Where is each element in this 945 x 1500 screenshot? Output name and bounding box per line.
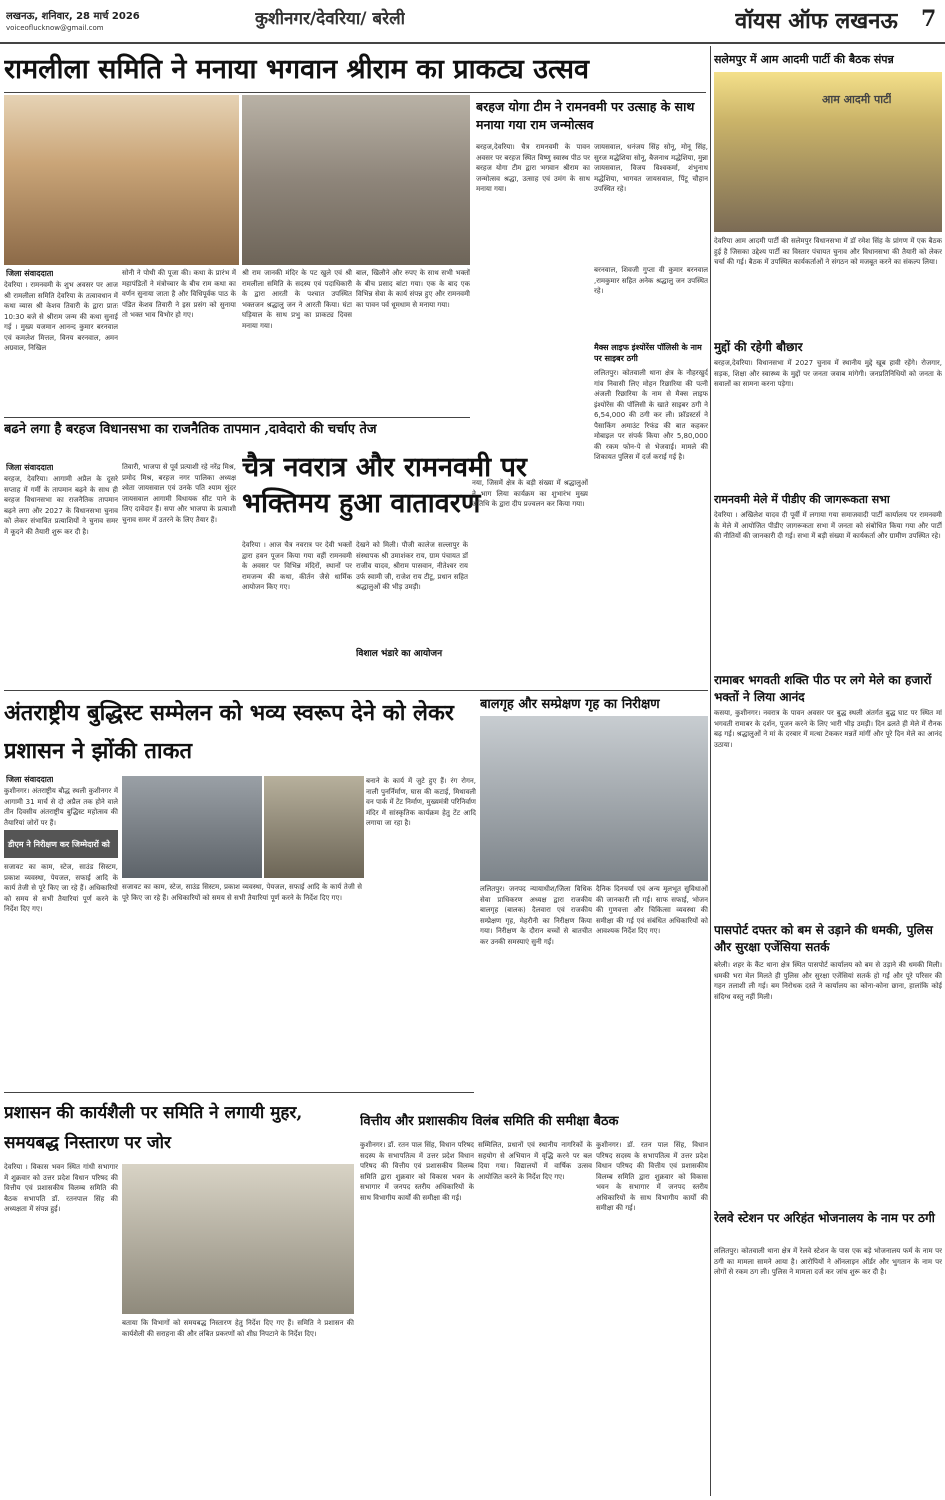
yoga-names: बरनवाल, शिवजी गुप्ता वी कुमार बरनवाल ,रामकुमार सहित अनेक श्रद्धालु जन उपस्थित रहे। (594, 266, 708, 295)
meeting-photo (122, 1164, 354, 1314)
headline-buddhist-conference: अंतराष्ट्रीय बुद्धिस्ट सम्मेलन को भव्य स्वरूप देने को लेकर प्रशासन ने झोंकी ताकत (4, 700, 454, 764)
ramlila-body-1: देवरिया । रामनवमी के शुभ अवसर पर आज श्री रामलीला समिति देवरिया के तत्वावधान में कथा व्यास श्री केशव तिवारी के द्वारा प्रातः 10:30 बजे से श्रीराम जन्म की कथा सुनाई गई । मुख्य यजमान आनन्द कुमार बरनवाल एवं कमलेश मित्तल, विनय बरनवाल, अमन अग्रवाल, निखिल (4, 281, 118, 352)
bhandara-subheadline: विशाल भंडारे का आयोजन (356, 649, 443, 659)
top-divider (0, 42, 945, 44)
ramabar-body: कसया, कुशीनगर। नवरात्र के पावन अवसर पर बुद्ध स्थली अंतर्गत बुद्ध घाट पर स्थित मां भगवती रामाबर के दर्शन, पूजन करने के लिए भारी भीड़ उमड़ी। दिन ढलते ही मेले में रौनक बढ़ गई। श्रद्धालुओं ने मां के दरबार में मत्था टेककर मन्नतें मांगीं और पूरे दिन मेले का आनंद उठाया। (714, 709, 942, 749)
vittiya-body-2: सम्मिलित, प्रधानों एवं स्थानीय नागरिकों के सहयोग से अभियान में वृद्धि करने पर बल दिया गया। विद्यालयों में वार्षिक उत्सव आयोजित करने के निर्देश दिए गए। (478, 1141, 592, 1181)
politics-body-2: तिवारी, भाजपा से पूर्व प्रत्याशी रहे नरेंद्र मिश्र, प्रमोद मिश्र, बरहज नगर पालिका अध्यक्ष श्वेता जायसवाल एवं उनके पति श्याम सुंदर जायसवाल आगामी विधायक सीट पाने के लिए दावेदार हैं। सपा और भाजपा के प्रत्याशी चुनाव समर में उतरने के लिए तैयार हैं। (122, 463, 236, 524)
headline-aap-meeting: सलेमपुर में आम आदमी पार्टी की बैठक संपन्न (714, 53, 894, 66)
ramlila-body-2: सोनी ने पोथी की पूजा की। कथा के प्रारंभ में महापंडितों ने मंत्रोच्चार के बीच राम कथा का वर्णन सुनाया जाता है और विधिपूर्वक पाठ के पंडित केशव तिवारी ने इस प्रसंग को सुनाया तो भक्त भाव विभोर हो गए। (122, 269, 236, 319)
headline-prashasan: प्रशासन की कार्यशैली पर समिति ने लगायी मुहर, समयबद्ध निस्तारण पर जोर (4, 1103, 303, 1153)
pda-body: देवरिया । अखिलेश यादव दी पूर्वी में लगाया गया समाजवादी पार्टी कार्यालय पर रामनवमी के मेले में आयोजित पीडीए जागरूकता सभा में जनता को संबोधित किया गया और पार्टी की नीतियों की जानकारी दी गई। सभा में बड़ी संख्या में कार्यकर्ता और ग्रामीण उपस्थित रहे। (714, 511, 942, 540)
headline-barhaj-politics: बढने लगा है बरहज विधानसभा का राजनैतिक तापमान ,दावेदारो की चर्चाए तेज (4, 422, 377, 437)
column-divider (710, 46, 711, 1496)
vittiya-body-1: कुशीनगर। डॉ. रतन पाल सिंह, विधान परिषद सदस्य के सभापतित्व में उत्तर प्रदेश विधान परिषद की वित्तीय एवं प्रशासकीय विलम्ब समिति द्वारा शुक्रवार को विकास भवन के सभागार में जनपद स्तरीय अधिकारियों के साथ विभागीय कार्यों की समीक्षा की गई। (360, 1141, 474, 1202)
headline-pda-sabha: रामनवमी मेले में पीडीए की जागरूकता सभा (714, 493, 890, 506)
headline-ramlila: रामलीला समिति ने मनाया भगवान श्रीराम का प्राकट्य उत्सव (4, 54, 589, 85)
mudde-subheadline: मुद्दों की रहेगी बौछार (714, 340, 803, 354)
cyber-fraud-body: ललितपुर। कोतवाली थाना क्षेत्र के नौहरखुर्द गांव निवासी लिए मोहन रिछारिया की पत्नी अंजली रिछारिया के नाम से मैक्स लाइफ इंश्योरेंस की पॉलिसी के खाते साइबर ठगी ने 6,54,000 की ठगी कर ली। फ्रॉडस्टर्स ने पैसाकिंग अमाउंट रिफंड की बात कहकर मोबाइल पर संपर्क किया और 5,80,000 की रकम फोन-पे से भेजवाई। मामले की शिकायत पुलिस में दर्ज कराई गई है। (594, 369, 708, 461)
section-title: कुशीनगर/देवरिया/ बरेली (255, 9, 406, 29)
ramlila-photo (4, 95, 239, 265)
aap-body: देवरिया आम आदमी पार्टी की सलेमपुर विधानसभा में डॉ रमेश सिंह के प्रांगण में एक बैठक हुई है जिसका उद्देश्य पार्टी का विस्तार पंचायत चुनाव और विधानसभा की तैयारी को लेकर चर्चा की गई। बैठक में उपस्थित कार्यकर्ताओं ने संगठन को मजबूत करने का संकल्प लिया। (714, 237, 942, 266)
aap-banner: आम आदमी पार्टी (822, 93, 892, 106)
ramlila-body-4: बाल, खिलौने और रुपए के साथ सभी भक्तों के बीच प्रसाद बांटा गया। एक के बाद एक विभिन्न सेवा के कार्य संपन्न हुए और रामनवमी का पावन पर्व धूमधाम से मनाया गया। (356, 269, 470, 309)
balgrih-body-1: ललितपुर। जनपद न्यायाधीश/जिला विधिक सेवा प्राधिकरण अध्यक्ष द्वारा राजकीय बालगृह (बालक) दैलवारा एवं राजकीय सम्प्रेक्षण गृह, मेहरौनी का निरीक्षण किया गया। निरीक्षण के दौरान बच्चों से बातचीत कर उनकी समस्याएं सुनी गईं। (480, 885, 592, 946)
dm-instructions-text: डीएम ने निरीक्षण कर जिम्मेदारों को (8, 840, 110, 849)
email: voiceoflucknow@gmail.com (6, 24, 104, 32)
page-number: 7 (921, 6, 937, 32)
headline-ramabar: रामाबर भगवती शक्ति पीठ पर लगे मेले का हजारों भक्तों ने लिया आनंद (714, 673, 932, 704)
headline-navratra: चैत्र नवरात्र और रामनवमी पर भक्तिमय हुआ वातावरण (242, 452, 527, 519)
ramlila-crowd-photo (242, 95, 470, 265)
divider (4, 417, 470, 418)
buddhist-body-1: कुशीनगर। अंतराष्ट्रीय बौद्ध स्थली कुशीनगर में आगामी 31 मार्च से दो अप्रैल तक होने वाले तीन दिवसीय अंतराष्ट्रीय बुद्धिस्ट महोत्सव की तैयारियां जोरों पर हैं। (4, 787, 118, 826)
dm-instructions-box (4, 830, 118, 858)
passport-body: बरेली। शहर के कैंट थाना क्षेत्र स्थित पासपोर्ट कार्यालय को बम से उड़ाने की धमकी मिली। धमकी भरा मेल मिलते ही पुलिस और सुरक्षा एजेंसियां सतर्क हो गईं और पूरे परिसर की गहन तलाशी ली गई। बम निरोधक दस्ते ने कार्यालय का कोना-कोना छाना, हालांकि कोई संदिग्ध वस्तु नहीं मिली। (714, 961, 942, 1001)
headline-railway-fraud: रेलवे स्टेशन पर अरिहंत भोजनालय के नाम पर ठगी (714, 1211, 935, 1225)
buddhist-body-2: बनाने के कार्य में जुटे हुए हैं। रंग रोगन, नाली पुनर्निर्माण, घास की कटाई, मिथावली वन पार्क में टेंट निर्माण, मुख्यमंत्री परिनिर्वाण मंदिर में सांस्कृतिक कार्यक्रम हेतु टेंट आदि लगाया जा रहा है। (366, 777, 476, 827)
divider (4, 92, 706, 93)
headline-vittiya-samiti: वित्तीय और प्रशासकीय विलंब समिति की समीक्षा बैठक (360, 1114, 619, 1129)
politics-byline: जिला संवाददाता (6, 463, 54, 472)
buddhist-byline: जिला संवाददाता (6, 775, 54, 784)
section-divider (4, 690, 708, 691)
vittiya-body-3: कुशीनगर। डॉ. रतन पाल सिंह, विधान परिषद सदस्य के सभापतित्व में उत्तर प्रदेश विधान परिषद की वित्तीय एवं प्रशासकीय विलम्ब समिति द्वारा शुक्रवार को विकास भवन के सभागार में जनपद स्तरीय अधिकारियों के साथ विभागीय कार्यों की समीक्षा की गई। (596, 1141, 708, 1212)
date-line: लखनऊ, शनिवार, 28 मार्च 2026 (6, 11, 140, 22)
prashasan-body-2: बताया कि विभागों को समयबद्ध निस्तारण हेतु निर्देश दिए गए हैं। समिति ने प्रशासन की कार्यशैली की सराहना की और लंबित प्रकरणों को शीघ्र निपटाने के निर्देश दिए। (122, 1319, 354, 1338)
buddhist-photo-2 (264, 776, 364, 878)
balgrih-photo (480, 716, 708, 881)
headline-balgrih: बालगृह और सम्प्रेक्षण गृह का निरीक्षण (480, 697, 660, 712)
mudde-body: बरहज,देवरिया। विधानसभा में 2027 चुनाव में स्थानीय मुद्दे खूब हावी रहेंगे। रोजगार, सड़क, शिक्षा और स्वास्थ्य के मुद्दों पर जनता जवाब मांगेगी। जनप्रतिनिधियों को जनता के सवालों का सामना करना पड़ेगा। (714, 359, 942, 388)
buddhist-photo-1 (122, 776, 262, 878)
buddhist-body-3: सजावट का काम, स्टेज, साउंड सिस्टम, प्रकाश व्यवस्था, पेयजल, सफाई आदि के कार्य तेजी से पूरे किए जा रहे हैं। अधिकारियों को समय से सभी तैयारियां पूर्ण करने के निर्देश दिए गए। (122, 883, 362, 902)
navratra-body-3: नया, जिसमें क्षेत्र के बड़ी संख्या में श्रद्धालुओं ने भाग लिया कार्यक्रम का शुभारंभ मुख्य अतिथि के द्वारा दीप प्रज्वलन कर किया गया। (472, 479, 588, 508)
section-divider (4, 1092, 474, 1093)
yoga-body-1: बरहज,देवरिया। चैत्र रामनवमी के पावन अवसर पर बरहज स्थित विष्णु स्वास्थ पीठ पर बरहज योगा टीम द्वारा भगवान श्रीराम का जन्मोत्सव श्रद्धा, उत्साह एवं उमंग के साथ मनाया गया। (476, 143, 590, 193)
navratra-body-1: देवरिया । आज चैत्र नवरात्र पर देवी भक्तों द्वारा हवन पूजन किया गया वहीं रामनवमी के अवसर पर विभिन्न मंदिरों, स्थानों पर रामजन्म की कथा, कीर्तन जैसे धार्मिक आयोजन किए गए। (242, 541, 352, 591)
buddhist-body-4: सजावट का काम, स्टेज, साउंड सिस्टम, प्रकाश व्यवस्था, पेयजल, सफाई आदि के कार्य तेजी से पूरे किए जा रहे हैं। अधिकारियों को समय से सभी तैयारियां पूर्ण करने के निर्देश दिए गए। (4, 863, 118, 913)
yoga-subheadline: बरहज योगा टीम ने रामनवमी पर उत्साह के साथ मनाया गया राम जन्मोत्सव (476, 99, 695, 132)
railway-body: ललितपुर। कोतवाली थाना क्षेत्र में रेलवे स्टेशन के पास एक बड़े भोजनालय फर्म के नाम पर ठगी का मामला सामने आया है। आरोपियों ने ऑनलाइन ऑर्डर और भुगतान के नाम पर लोगों से रकम ठग ली। पुलिस ने मामला दर्ज कर जांच शुरू कर दी है। (714, 1247, 942, 1276)
brand-name: वॉयस ऑफ लखनऊ (735, 8, 898, 34)
navratra-body-2: देखने को मिली। पौजी कालेज सल्लापुर के संस्थापक श्री उमाशंकर राय, ग्राम पंचायत डॉ राजीव यादव, श्रीराम पासवान, नीतेश्वर राय उर्फ स्वामी जी, राजेश राय टीटू, प्रधान सहित श्रद्धालुओं की भीड़ उमड़ी। (356, 541, 468, 591)
prashasan-body-1: देवरिया । विकास भवन स्थित गांधी सभागार में शुक्रवार को उत्तर प्रदेश विधान परिषद की वित्तीय एवं प्रशासकीय विलम्ब समिति की बैठक सभापति डॉ. रतनपाल सिंह की अध्यक्षता में संपन्न हुई। (4, 1163, 118, 1213)
yoga-body-2: जायसवाल, धनंजय सिंह सोनू, मोनू सिंह, सुरज मद्धेशिया सोनू, बैजनाथ मद्धेशिया, मुन्ना जायसवाल, विजय विश्वकर्मा, शंभुनाथ मद्धेशिया, भागवत जायसवाल, पिंटू चौहान उपस्थित रहे। (594, 143, 708, 193)
cyber-fraud-subheadline: मैक्स लाइफ इंश्योरेंस पॉलिसी के नाम पर साइबर ठगी (594, 342, 702, 363)
balgrih-body-2: दैनिक दिनचर्या एवं अन्य मूलभूत सुविधाओं की जानकारी ली गई। साफ सफाई, भोजन की गुणवत्ता और चिकित्सा व्यवस्था की समीक्षा की गई एवं संबंधित अधिकारियों को आवश्यक निर्देश दिए गए। (596, 885, 708, 935)
politics-body-1: बरहज, देवरिया। आगामी अप्रैल के दूसरे सप्ताह में गर्मी के तापमान बढ़ने के साथ ही बरहज विधानसभा का राजनैतिक तापमान बढ़ने लगा और 2027 के विधानसभा चुनाव को लेकर संभावित प्रत्याशियों ने चुनाव समर में कूदने की तैयारी शुरू कर दी है। (4, 475, 118, 536)
masthead (0, 0, 945, 42)
headline-passport-threat: पासपोर्ट दफ्तर को बम से उड़ाने की धमकी, पुलिस और सुरक्षा एजेंसिया सतर्क (714, 923, 933, 954)
ramlila-body-3: श्री राम जानकी मंदिर के पट खुले एवं श्री रामलीला समिति के सदस्य एवं पदाधिकारी के द्वारा आरती के पश्चात उपस्थित भक्तजन श्रद्धालु जन ने आरती किया। घंटा घड़ियाल के साथ प्रभु का प्राकट्य दिवस मनाया गया। (242, 269, 352, 330)
ramlila-byline: जिला संवाददाता (6, 269, 54, 278)
